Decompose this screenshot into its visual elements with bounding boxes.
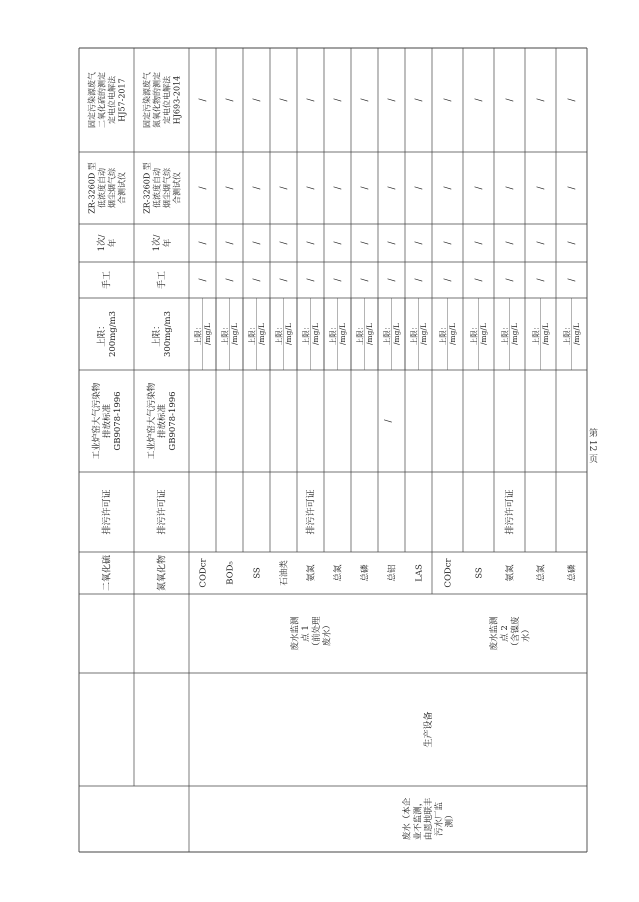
point1-method xyxy=(280,98,290,102)
point2-mode xyxy=(444,278,454,282)
point2-frequency xyxy=(506,241,516,245)
point2-instrument xyxy=(444,186,454,190)
point2-basis xyxy=(504,489,516,534)
point2-item xyxy=(474,567,484,579)
point1-method-line: / xyxy=(333,98,344,102)
point1-frequency xyxy=(415,241,425,245)
air-method xyxy=(86,72,126,128)
point2-mode xyxy=(475,278,485,282)
air-method-line: HJ57-2017 xyxy=(117,78,127,122)
point1-instrument xyxy=(415,186,425,190)
air-basis xyxy=(156,489,168,534)
air-standard-line: 排放标准 xyxy=(102,403,113,439)
point2-instrument-line: / xyxy=(536,186,547,190)
point1-limit-line: /mg/L xyxy=(283,323,293,345)
point1-item xyxy=(414,564,424,582)
point1-item xyxy=(252,567,262,579)
point1-mode xyxy=(415,278,425,282)
point1-method-line: / xyxy=(198,98,209,102)
point1-item xyxy=(305,564,316,582)
point2-instrument-line: / xyxy=(567,186,578,190)
air-instrument-line: 低浓度自动 xyxy=(152,168,162,208)
air-basis-line: 排污许可证 xyxy=(102,489,113,535)
point2-item-line: SS xyxy=(474,567,485,579)
point2-method-line: / xyxy=(474,98,485,102)
point2-basis-line: 排污许可证 xyxy=(505,489,516,535)
point2-item xyxy=(535,564,546,582)
air-item xyxy=(101,555,113,591)
point1-limit-line: /mg/L xyxy=(364,323,374,345)
point1-instrument-line: / xyxy=(198,186,209,190)
point1-mode-line: / xyxy=(333,278,344,282)
point1-limit xyxy=(246,323,265,346)
point2-mode xyxy=(537,278,547,282)
point1-method-line: / xyxy=(360,98,371,102)
point2-frequency xyxy=(444,241,454,245)
point1-mode-line: / xyxy=(387,278,398,282)
point2-mode-line: / xyxy=(443,278,454,282)
point2-item xyxy=(504,564,515,582)
point2-limit-line: /mg/L xyxy=(571,323,581,345)
point1-item-line: 氨氮 xyxy=(306,564,317,582)
point2-name-line: （含镍废 xyxy=(510,616,521,651)
point1-mode xyxy=(388,278,398,282)
point1-limit-line: 上限： xyxy=(382,322,392,346)
point1-frequency xyxy=(199,241,209,245)
point1-limit-line: 上限： xyxy=(247,322,257,346)
point2-method xyxy=(537,98,547,102)
point2-limit-line: 上限： xyxy=(562,322,572,346)
point2-instrument-line: / xyxy=(505,186,516,190)
point1-mode-line: / xyxy=(306,278,317,282)
air-limit-line: 300mg/m3 xyxy=(162,310,173,358)
air-mode-line: 手工 xyxy=(157,270,168,290)
point1-mode-line: / xyxy=(198,278,209,282)
point1-frequency-line: / xyxy=(306,241,317,245)
air-instrument-line: 合测试仪 xyxy=(172,172,182,204)
point2-limit-line: 上限： xyxy=(438,322,448,346)
point1-method xyxy=(226,98,236,102)
point1-instrument xyxy=(280,186,290,190)
point1-instrument xyxy=(199,186,209,190)
point1-limit-line: 上限： xyxy=(220,322,230,346)
point2-frequency xyxy=(537,241,547,245)
point1-instrument-line: / xyxy=(306,186,317,190)
point2-name xyxy=(489,616,532,651)
point1-instrument xyxy=(388,186,398,190)
air-instrument-line: 烟尘烟气综 xyxy=(162,168,172,208)
point2-limit xyxy=(561,323,580,346)
point1-instrument-line: / xyxy=(279,186,290,190)
air-item xyxy=(156,555,168,591)
point1-item-line: CODcr xyxy=(198,558,209,588)
point2-method xyxy=(444,98,454,102)
point1-frequency xyxy=(361,241,371,245)
air-instrument-line: 合测试仪 xyxy=(117,172,127,204)
air-item-line: 二氧化硫 xyxy=(102,554,113,592)
point1-limit-line: /mg/L xyxy=(229,323,239,345)
point1-method xyxy=(307,98,317,102)
point2-limit xyxy=(468,323,487,346)
page-number: 第 12 页 xyxy=(587,428,597,464)
point1-method xyxy=(361,98,371,102)
air-standard-line: GB9078-1996 xyxy=(113,391,124,451)
point1-mode-line: / xyxy=(252,278,263,282)
point2-method xyxy=(506,98,516,102)
point1-method xyxy=(199,98,209,102)
point1-mode xyxy=(361,278,371,282)
point1-method-line: / xyxy=(387,98,398,102)
air-limit-line: 上限： xyxy=(152,321,163,347)
point2-limit-line: /mg/L xyxy=(509,323,519,345)
point1-limit xyxy=(381,323,400,346)
point1-instrument xyxy=(226,186,236,190)
point1-frequency-line: / xyxy=(252,241,263,245)
point1-frequency xyxy=(307,241,317,245)
point1-method-line: / xyxy=(414,98,425,102)
air-standard-line: 工业炉窑大气污染物 xyxy=(91,382,102,460)
point1-limit-line: /mg/L xyxy=(337,323,347,345)
point2-method-line: / xyxy=(567,98,578,102)
air-method xyxy=(141,72,181,128)
water-standard-line: / xyxy=(384,419,395,423)
point2-mode-line: / xyxy=(474,278,485,282)
category-cell-line: 业不监测， xyxy=(413,797,424,841)
point2-instrument xyxy=(568,186,578,190)
point1-instrument-line: / xyxy=(333,186,344,190)
point1-item xyxy=(225,561,235,585)
point1-limit-line: /mg/L xyxy=(202,323,212,345)
category-cell-line: 废水（本企 xyxy=(402,797,413,841)
point2-item-line: 氨氮 xyxy=(505,564,516,582)
air-mode xyxy=(156,271,168,289)
point1-mode xyxy=(199,278,209,282)
point2-mode xyxy=(506,278,516,282)
air-method-line: 固定污染源废气 xyxy=(142,72,152,128)
air-basis-line: 排污许可证 xyxy=(157,489,168,535)
point1-limit-line: 上限： xyxy=(301,322,311,346)
point1-mode xyxy=(226,278,236,282)
category-cell-line: 由恩地联丰 xyxy=(423,797,434,841)
point1-name-line: 废水） xyxy=(322,620,333,647)
point1-item xyxy=(386,564,397,582)
air-instrument-line: 烟尘烟气综 xyxy=(107,168,117,208)
air-limit xyxy=(151,311,173,357)
air-item-line: 氮氧化物 xyxy=(157,554,168,592)
point2-limit xyxy=(530,323,549,346)
point1-mode-line: / xyxy=(225,278,236,282)
point1-mode xyxy=(307,278,317,282)
point1-mode-line: / xyxy=(360,278,371,282)
point2-frequency-line: / xyxy=(567,241,578,245)
air-mode-line: 手工 xyxy=(102,270,113,290)
point1-limit xyxy=(192,323,211,346)
point1-method xyxy=(415,98,425,102)
point2-frequency-line: / xyxy=(505,241,516,245)
category-cell xyxy=(402,797,456,840)
point2-item-line: CODcr xyxy=(443,558,454,588)
point1-item xyxy=(359,564,370,582)
point1-limit-line: 上限： xyxy=(409,322,419,346)
point2-instrument xyxy=(475,186,485,190)
point2-mode-line: / xyxy=(505,278,516,282)
point1-method-line: / xyxy=(225,98,236,102)
air-method-line: 定电位电解法 xyxy=(162,76,172,124)
point2-limit-line: 上限： xyxy=(469,322,479,346)
point1-frequency-line: / xyxy=(387,241,398,245)
point1-instrument xyxy=(307,186,317,190)
point1-frequency-line: / xyxy=(414,241,425,245)
point2-item-line: 总磷 xyxy=(567,564,578,582)
point1-method xyxy=(253,98,263,102)
point2-name-line: 水） xyxy=(521,624,532,643)
point1-instrument-line: / xyxy=(360,186,371,190)
air-frequency-line: 1次/ xyxy=(97,234,108,252)
point1-limit xyxy=(219,323,238,346)
point1-limit-line: 上限： xyxy=(193,322,203,346)
point1-frequency xyxy=(226,241,236,245)
point2-method xyxy=(475,98,485,102)
point1-limit xyxy=(354,323,373,346)
point2-instrument-line: / xyxy=(443,186,454,190)
air-instrument-line: 低浓度自动 xyxy=(97,168,107,208)
point1-limit-line: 上限： xyxy=(328,322,338,346)
point1-item-line: LAS xyxy=(414,564,425,582)
point2-limit-line: 上限： xyxy=(531,322,541,346)
point1-name-line: （前处理 xyxy=(311,616,322,651)
point2-limit-line: /mg/L xyxy=(540,323,550,345)
point1-frequency-line: / xyxy=(225,241,236,245)
point1-item-line: 总铝 xyxy=(387,564,398,582)
point2-frequency-line: / xyxy=(536,241,547,245)
point1-mode xyxy=(280,278,290,282)
point1-item-line: BOD₅ xyxy=(225,561,236,585)
point2-name-line: 废水监测 xyxy=(489,616,500,651)
air-limit xyxy=(96,311,118,357)
point2-limit-line: /mg/L xyxy=(447,323,457,345)
point1-limit-line: 上限： xyxy=(355,322,365,346)
point1-item xyxy=(198,558,208,588)
point2-method xyxy=(568,98,578,102)
point2-frequency-line: / xyxy=(443,241,454,245)
air-instrument xyxy=(86,162,126,214)
point1-limit-line: /mg/L xyxy=(391,323,401,345)
point1-item-line: 总氮 xyxy=(333,564,344,582)
point1-method xyxy=(334,98,344,102)
point1-limit xyxy=(327,323,346,346)
air-method-line: 固定污染源废气 xyxy=(87,72,97,128)
point1-limit-line: /mg/L xyxy=(256,323,266,345)
point1-name-line: 废水监测 xyxy=(290,616,301,651)
point1-method-line: / xyxy=(252,98,263,102)
point1-item xyxy=(332,564,343,582)
point1-item xyxy=(278,560,289,586)
point2-method-line: / xyxy=(443,98,454,102)
air-frequency-line: 年 xyxy=(107,238,118,248)
point1-mode-line: / xyxy=(279,278,290,282)
point1-limit-line: 上限： xyxy=(274,322,284,346)
point1-limit xyxy=(300,323,319,346)
air-standard xyxy=(91,382,123,459)
point1-item-line: 石油类 xyxy=(279,560,290,586)
point2-frequency xyxy=(568,241,578,245)
air-method-line: HJ693-2014 xyxy=(172,75,182,125)
point2-mode-line: / xyxy=(567,278,578,282)
point1-instrument xyxy=(361,186,371,190)
point1-method-line: / xyxy=(279,98,290,102)
point1-limit xyxy=(408,323,427,346)
point2-item xyxy=(566,564,577,582)
point2-instrument xyxy=(506,186,516,190)
air-standard-line: GB9078-1996 xyxy=(168,391,179,451)
point1-method-line: / xyxy=(306,98,317,102)
point1-instrument xyxy=(253,186,263,190)
air-frequency-line: 1次/ xyxy=(152,234,163,252)
air-instrument xyxy=(141,162,181,214)
point2-method-line: / xyxy=(505,98,516,102)
point1-mode xyxy=(334,278,344,282)
category-cell-line: 测） xyxy=(445,810,456,828)
air-standard-line: 工业炉窑大气污染物 xyxy=(146,382,157,460)
point2-item-line: 总氮 xyxy=(536,564,547,582)
point1-basis-line: 排污许可证 xyxy=(306,489,317,535)
point2-item xyxy=(443,558,453,588)
point1-instrument xyxy=(334,186,344,190)
point2-frequency-line: / xyxy=(474,241,485,245)
point1-name xyxy=(290,616,333,651)
point1-frequency-line: / xyxy=(279,241,290,245)
point2-mode-line: / xyxy=(536,278,547,282)
point2-mode xyxy=(568,278,578,282)
air-basis xyxy=(101,489,113,534)
object-cell-line: 生产设备 xyxy=(424,711,435,748)
point1-instrument-line: / xyxy=(414,186,425,190)
point1-method xyxy=(388,98,398,102)
category-cell-line: 污水厂监 xyxy=(434,801,445,837)
point1-instrument-line: / xyxy=(387,186,398,190)
air-frequency xyxy=(151,234,173,251)
point2-instrument-line: / xyxy=(474,186,485,190)
point1-limit-line: /mg/L xyxy=(418,323,428,345)
point2-limit-line: 上限： xyxy=(500,322,510,346)
point2-limit-line: /mg/L xyxy=(478,323,488,345)
point1-mode xyxy=(253,278,263,282)
point1-instrument-line: / xyxy=(252,186,263,190)
object-cell xyxy=(422,711,434,747)
point1-limit-line: /mg/L xyxy=(310,323,320,345)
point1-limit xyxy=(273,323,292,346)
air-mode xyxy=(101,271,113,289)
point2-limit xyxy=(437,323,456,346)
point1-mode-line: / xyxy=(414,278,425,282)
water-standard xyxy=(384,419,394,423)
point1-frequency-line: / xyxy=(360,241,371,245)
air-frequency-line: 年 xyxy=(162,238,173,248)
air-frequency xyxy=(96,234,118,251)
point2-limit xyxy=(499,323,518,346)
air-method-line: 氮氧化物的测定 xyxy=(152,72,162,128)
point1-frequency-line: / xyxy=(198,241,209,245)
air-limit-line: 上限： xyxy=(97,321,108,347)
point1-frequency-line: / xyxy=(333,241,344,245)
point2-instrument xyxy=(537,186,547,190)
air-method-line: 定电位电解法 xyxy=(107,76,117,124)
point1-frequency xyxy=(334,241,344,245)
point1-item-line: SS xyxy=(252,567,263,579)
air-standard xyxy=(146,382,178,459)
air-standard-line: 排放标准 xyxy=(157,403,168,439)
point1-item-line: 总磷 xyxy=(360,564,371,582)
air-limit-line: 200mg/m3 xyxy=(107,310,118,358)
point2-method-line: / xyxy=(536,98,547,102)
air-instrument-line: ZR-3260D 型 xyxy=(142,162,152,214)
point1-basis xyxy=(305,489,317,534)
air-method-line: 二氧化硫的测定 xyxy=(97,72,107,128)
point1-frequency xyxy=(253,241,263,245)
point1-instrument-line: / xyxy=(225,186,236,190)
point1-name-line: 点 1 xyxy=(301,625,312,642)
point1-frequency xyxy=(388,241,398,245)
point1-frequency xyxy=(280,241,290,245)
point2-name-line: 点 2 xyxy=(500,625,511,642)
air-instrument-line: ZR-3260D 型 xyxy=(87,162,97,214)
point2-frequency xyxy=(475,241,485,245)
